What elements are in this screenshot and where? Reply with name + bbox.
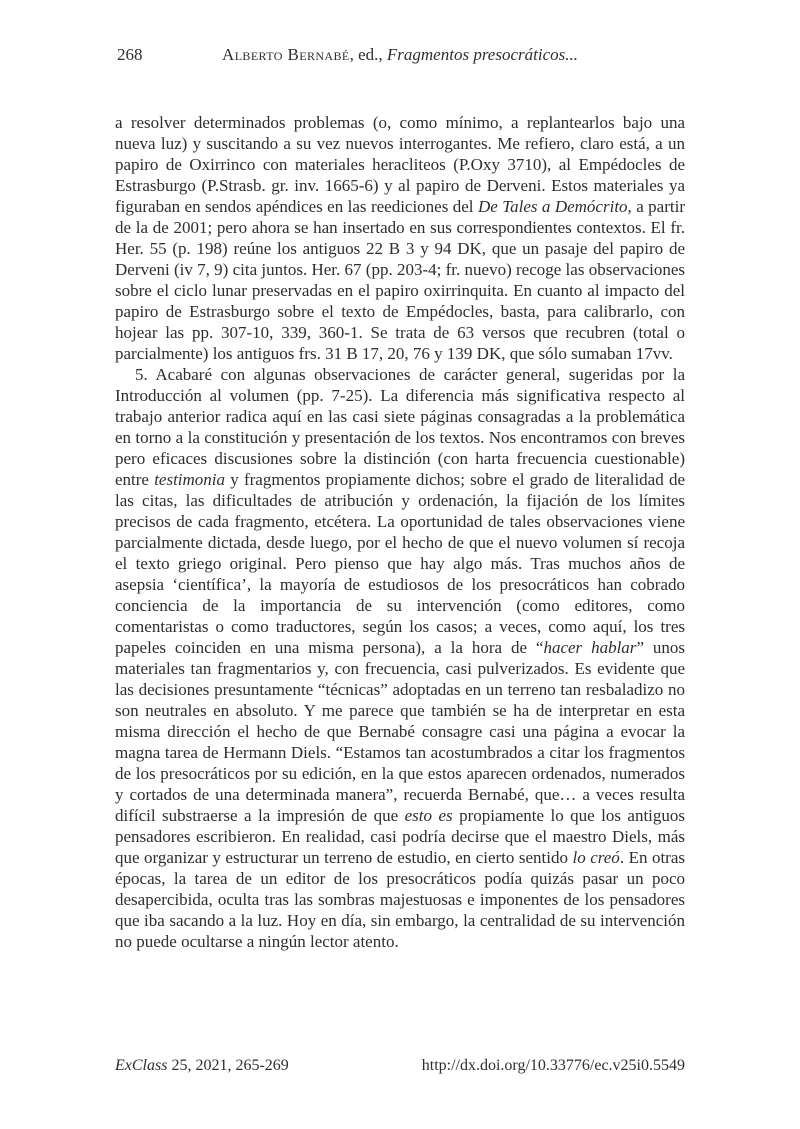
text-run: y fragmentos propiamente dichos; sobre el grado de literalidad de las citas, las dificultades de atribución y ordenación, la fijación de los límites precisos de cada fragmento, etcétera. La oportunidad de tales observaciones viene parcialmente dictada, desde luego, por el hecho de que el nuevo volumen sí recoja el texto griego original. Pero pienso que hay algo más. Tras muchos años de asepsia ‘científica’, la mayoría de estudiosos de los presocráticos han cobrado conciencia de la importancia de su intervención (como editores, como comentaristas o como traductores, según los casos; a veces, como aquí, los tres papeles coinciden en una misma persona), a la hora de “: [115, 470, 685, 657]
italic-text: hacer hablar: [543, 638, 637, 657]
text-run: 5. Acabaré con algunas observaciones de carácter general, sugeridas por la Introducción al volumen (pp. 7-25). La diferencia más significativa respecto al trabajo anterior radica aquí en las casi siete páginas consagradas a la problemática en torno a la constitución y presentación de los textos. Nos encontramos con breves pero eficaces discusiones sobre la distinción (con harta frecuencia cuestionable) entre: [115, 365, 685, 489]
review-text: [115, 112, 685, 952]
text-run: propiamente lo que los antiguos pensadores escribieron. En realidad, casi podría decirse que el maestro Diels, más que organizar y estructurar un terreno de estudio, en cierto sentido: [115, 806, 686, 867]
italic-text: lo creó: [572, 848, 620, 867]
italic-text: testimonia: [154, 470, 226, 489]
text-run: . En otras épocas, la tarea de un editor de los presocráticos podía quizás pasar un poco desapercibida, oculta tras las sombras majestuosas e imponentes de los pensadores que iba sacando a la luz. Hoy en día, sin embargo, la centralidad de su intervención no puede ocultarse a ningún lector atento.: [115, 848, 685, 951]
text-run: , a partir de la de 2001; pero ahora se han insertado en sus correspondientes contextos. El fr. Her. 55 (p. 198) reúne los antiguos 22 B 3 y 94 DK, que un pasaje del papiro de Derveni (iv 7, 9) cita juntos. Her. 67 (pp. 203-4; fr. nuevo) recoge las observaciones sobre el ciclo lunar preservadas en el papiro oxirrinquita. En cuanto al impacto del papiro de Estrasburgo sobre el texto de Empédocles, basta, para calibrarlo, con hojear las pp. 307-10, 339, 360-1. Se trata de 63 versos que recubren (total o parcialmente) los antiguos frs. 31 B 17, 20, 76 y 139 DK, que sólo sumaban 17vv.: [115, 197, 685, 363]
text-run: a resolver determinados problemas (o, como mínimo, a replantearlos bajo una nueva luz) y suscitando a su vez nuevos interrogantes. Me refiero, claro está, a un papiro de Oxirrinco con materiales heracliteos (P.Oxy 3710), al Empédocles de Estrasburgo (P.Strasb. gr. inv. 1665-6) y al papiro de Derveni. Estos materiales ya figuraban en sendos apéndices en las reediciones del: [115, 113, 685, 216]
italic-text: De Tales a Demócrito: [477, 197, 628, 216]
text-run: ” unos materiales tan fragmentarios y, con frecuencia, casi pulverizados. Es evidente que las decisiones presuntamente “técnicas” adoptadas en un terreno tan resbaladizo no son neutrales en absoluto. Y me parece que también se ha de interpretar en esta misma dirección el hecho de que Bernabé consagre casi una página a evocar la magna tarea de Hermann Diels. “Estamos tan acostumbrados a citar los fragmentos de los presocráticos por su edición, en la que estos aparecen ordenados, numerados y cortados de una determinada manera”, recuerda Bernabé, que… a veces resulta difícil substraerse a la impresión de que: [115, 638, 686, 825]
smallcaps-text: Alberto Bernabé: [222, 45, 350, 64]
running-head: [115, 44, 685, 65]
doi-link[interactable]: http://dx.doi.org/10.33776/ec.v25i0.5549: [421, 1057, 685, 1074]
italic-text: Fragmentos presocráticos...: [386, 45, 578, 64]
page-footer: [115, 1056, 685, 1076]
italic-text: ExClass: [115, 1057, 168, 1074]
page-header: [115, 44, 685, 65]
page-number: 268: [117, 45, 143, 64]
paragraph-2: [115, 364, 685, 952]
paragraph-1: [115, 112, 685, 364]
text-run: , ed.,: [349, 45, 387, 64]
journal-citation: [115, 1056, 289, 1076]
italic-text: esto es: [404, 806, 453, 825]
text-run: 25, 2021, 265-269: [167, 1057, 289, 1074]
